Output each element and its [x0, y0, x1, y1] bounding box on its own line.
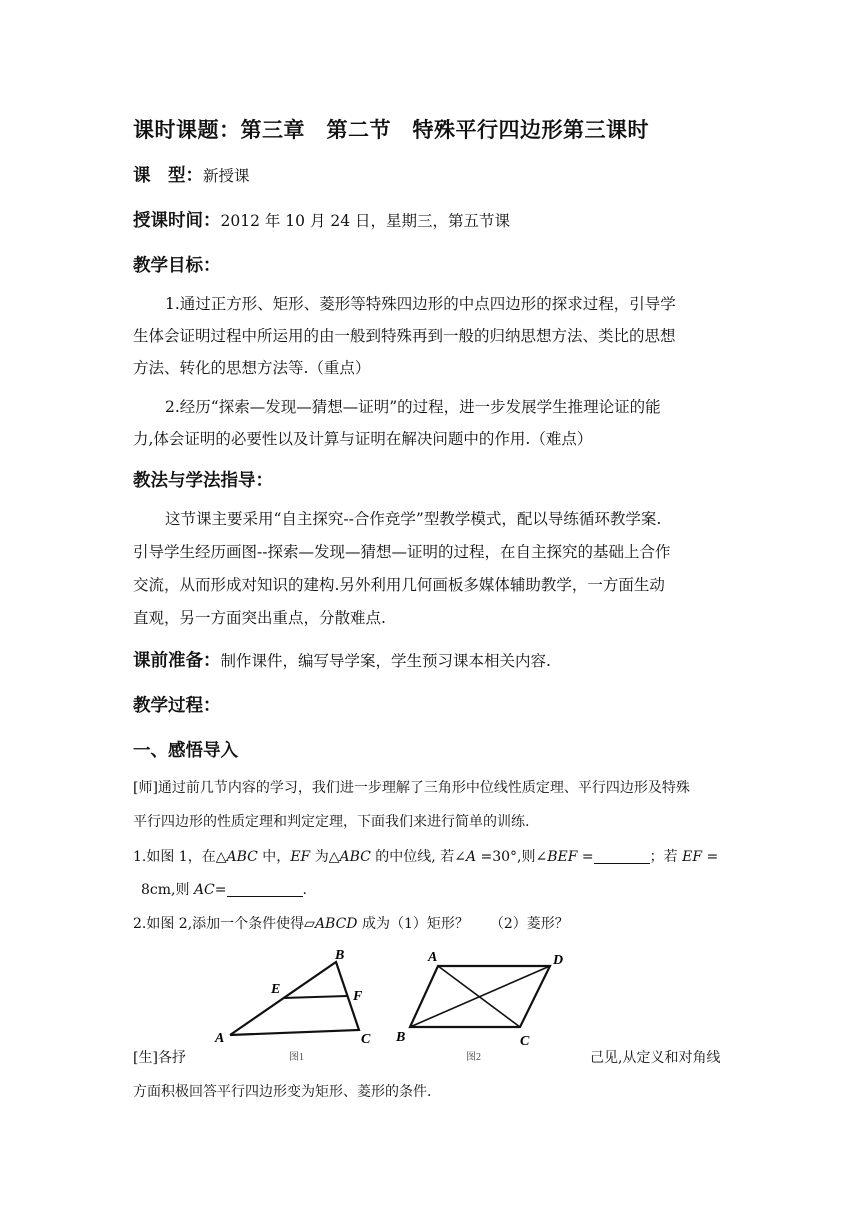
process-heading: 教学过程： — [133, 696, 221, 716]
label-b: B — [335, 948, 345, 963]
figure-2-caption: 图2 — [466, 1052, 481, 1063]
figure-2 — [390, 945, 580, 1063]
preparation-label: 课前准备： — [133, 651, 221, 671]
question-2: 2.如图 2,添加一个条件使得▱ABCD 成为（1）矩形？ （2）菱形？ — [133, 916, 569, 932]
objective-1-line-2: 生体会证明过程中所运用的由一般到特殊再到一般的归纳思想方法、类比的思想 — [133, 327, 676, 345]
student-answer-left: [生]各抒 — [133, 1050, 186, 1066]
label-a: A — [428, 950, 438, 965]
label-a: A — [215, 1031, 225, 1046]
answer-blank-angle[interactable] — [594, 849, 650, 864]
label-f: F — [353, 989, 363, 1004]
objective-2-line-1: 2.经历“探索—发现—猜想—证明”的过程，进一步发展学生推理论证的能 — [165, 398, 661, 416]
question-1-line-1: 1.如图 1，在△ABC 中，EF 为△ABC 的中位线, 若∠A =30°,则∠BEF = ；若 EF = — [133, 849, 719, 865]
figure-1 — [205, 940, 395, 1070]
label-e: E — [271, 982, 281, 997]
methods-line-4: 直观，另一方面突出重点，分散难点. — [133, 609, 386, 627]
segment-ef — [283, 996, 347, 998]
preparation-value: 制作课件，编写导学案，学生预习课本相关内容. — [220, 652, 551, 670]
intro-line-2: 平行四边形的性质定理和判定定理，下面我们来进行简单的训练. — [133, 814, 530, 830]
preparation-row — [133, 647, 551, 672]
figure-1-caption: 图1 — [289, 1052, 304, 1063]
methods-line-2: 引导学生经历画图--探索—发现—猜想—证明的过程，在自主探究的基础上合作 — [133, 543, 671, 561]
objective-2-line-2: 力,体会证明的必要性以及计算与证明在解决问题中的作用.（难点） — [133, 430, 593, 448]
intro-line-1: [师]通过前几节内容的学习，我们进一步理解了三角形中位线性质定理、平行四边形及特殊 — [133, 780, 690, 796]
diagonal-bd — [410, 966, 550, 1027]
objective-1-line-1: 1.通过正方形、矩形、菱形等特殊四边形的中点四边形的探求过程，引导学 — [165, 295, 676, 313]
lesson-type-label: 课 型： — [133, 166, 203, 186]
methods-heading: 教法与学法指导： — [133, 471, 273, 491]
lesson-time-value: 2012 年 10 月 24 日，星期三，第五节课 — [220, 212, 511, 230]
question-1-line-2: 8cm,则 AC= . — [141, 882, 307, 898]
lesson-time-row — [133, 207, 510, 232]
lesson-time-label: 授课时间： — [133, 211, 221, 231]
student-answer-right: 己见,从定义和对角线 — [590, 1050, 721, 1066]
label-b: B — [396, 1030, 406, 1045]
page-title: 课时课题：第三章 第二节 特殊平行四边形第三课时 — [133, 118, 649, 142]
objectives-heading: 教学目标： — [133, 256, 221, 276]
label-c: C — [361, 1032, 371, 1047]
label-d: D — [553, 953, 564, 968]
methods-line-1: 这节课主要采用“自主探究--合作竞学”型教学模式，配以导练循环教学案. — [165, 510, 662, 528]
answer-blank-length[interactable] — [227, 882, 303, 897]
lesson-type-value: 新授课 — [203, 167, 250, 185]
objective-1-line-3: 方法、转化的思想方法等.（重点） — [133, 359, 371, 377]
methods-line-3: 交流，从而形成对知识的建构.另外利用几何画板多媒体辅助教学，一方面生动 — [133, 576, 665, 594]
lesson-type-row — [133, 162, 250, 187]
student-answer-line-2: 方面积极回答平行四边形变为矩形、菱形的条件. — [133, 1084, 432, 1100]
label-c: C — [520, 1034, 530, 1049]
section-1-heading: 一、感悟导入 — [133, 741, 238, 761]
